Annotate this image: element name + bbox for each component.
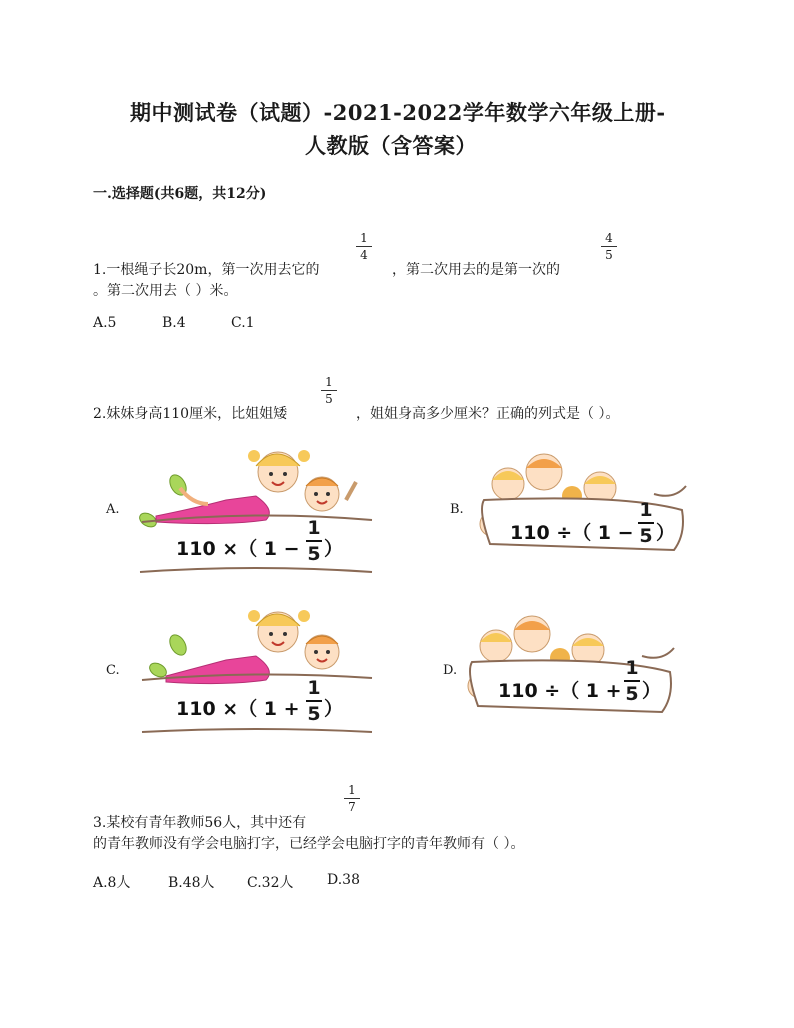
q2-option-d-card [462,612,682,724]
q2-option-a-den: 5 [307,543,321,565]
q3-option-b: B.48人 [168,875,215,891]
q2-option-d-den: 5 [625,683,639,705]
q2-option-b-fraction [638,500,654,546]
q1-fraction-1 [356,231,372,262]
q2-option-b-letter: B. [450,502,464,517]
q2-option-b-expr-pre: 110 ÷（ 1 − [510,522,634,544]
q2-text-b: ，姐姐身高多少厘米？正确的列式是（ ）。 [356,406,620,422]
q3-fraction [344,783,360,814]
q2-text-a: 2.妹妹身高110厘米，比姐姐矮 [93,406,288,422]
q2-option-b-den: 5 [639,525,653,547]
q1-option-a: A.5 [93,315,117,331]
q1-frac1-den: 4 [360,248,368,262]
q2-option-d-letter: D. [443,663,458,678]
q1-frac2-num: 4 [605,231,613,245]
q3-frac-num: 1 [348,783,356,797]
q2-option-a-card [136,438,376,580]
q2-option-b-num: 1 [639,499,653,521]
q1-frac1-num: 1 [360,231,368,245]
q1-text-b: ，第二次用去的是第一次的 [392,262,560,278]
q2-frac-num: 1 [325,375,333,389]
q3-frac-den: 7 [348,800,356,814]
q3-option-a: A.8人 [93,875,131,891]
q2-option-c-letter: C. [106,663,120,678]
q2-option-c-card [136,598,376,740]
q2-option-a-num: 1 [307,517,321,539]
q2-option-a-expr-post: ） [324,538,344,560]
q2-option-b-card [474,450,694,562]
kids-sign-illustration-2 [462,612,682,724]
q2-option-d-expr-post: ） [642,680,662,702]
q2-option-b-expr-post: ） [656,522,676,544]
q2-option-a-expr-pre: 110 ×（ 1 − [176,538,300,560]
q3-text-b: 的青年教师没有学会电脑打字，已经学会电脑打字的青年教师有（ ）。 [93,836,525,852]
section-heading: 一.选择题(共6题，共12分) [93,186,267,202]
q1-text-a: 1.一根绳子长20m，第一次用去它的 [93,262,320,278]
q3-option-d: D.38 [327,872,360,888]
q3-option-c: C.32人 [247,875,294,891]
q1-option-c: C.1 [231,315,255,331]
q1-option-b: B.4 [162,315,186,331]
q2-option-a-letter: A. [106,502,120,517]
q2-option-d-num: 1 [625,657,639,679]
q1-text-c: 。第二次用去（ ）米。 [93,283,238,299]
q2-fraction [321,375,337,406]
q2-option-c-fraction [306,678,322,724]
kids-sign-illustration [474,450,694,562]
q2-option-d-expr-pre: 110 ÷（ 1 + [498,680,622,702]
q2-option-c-expr-pre: 110 ×（ 1 + [176,698,300,720]
q1-fraction-2 [601,231,617,262]
q1-frac2-den: 5 [605,248,613,262]
q2-option-c-expr-post: ） [324,698,344,720]
q2-option-c-num: 1 [307,677,321,699]
q2-option-d-fraction [624,658,640,704]
q2-option-c-den: 5 [307,703,321,725]
q2-frac-den: 5 [325,392,333,406]
q2-option-a-fraction [306,518,322,564]
doc-title-line2: 人教版（含答案） [305,133,477,158]
q3-text-a: 3.某校有青年教师56人，其中还有 [93,815,307,831]
doc-title-line1: 期中测试卷（试题）-2021-2022学年数学六年级上册- [130,100,666,125]
